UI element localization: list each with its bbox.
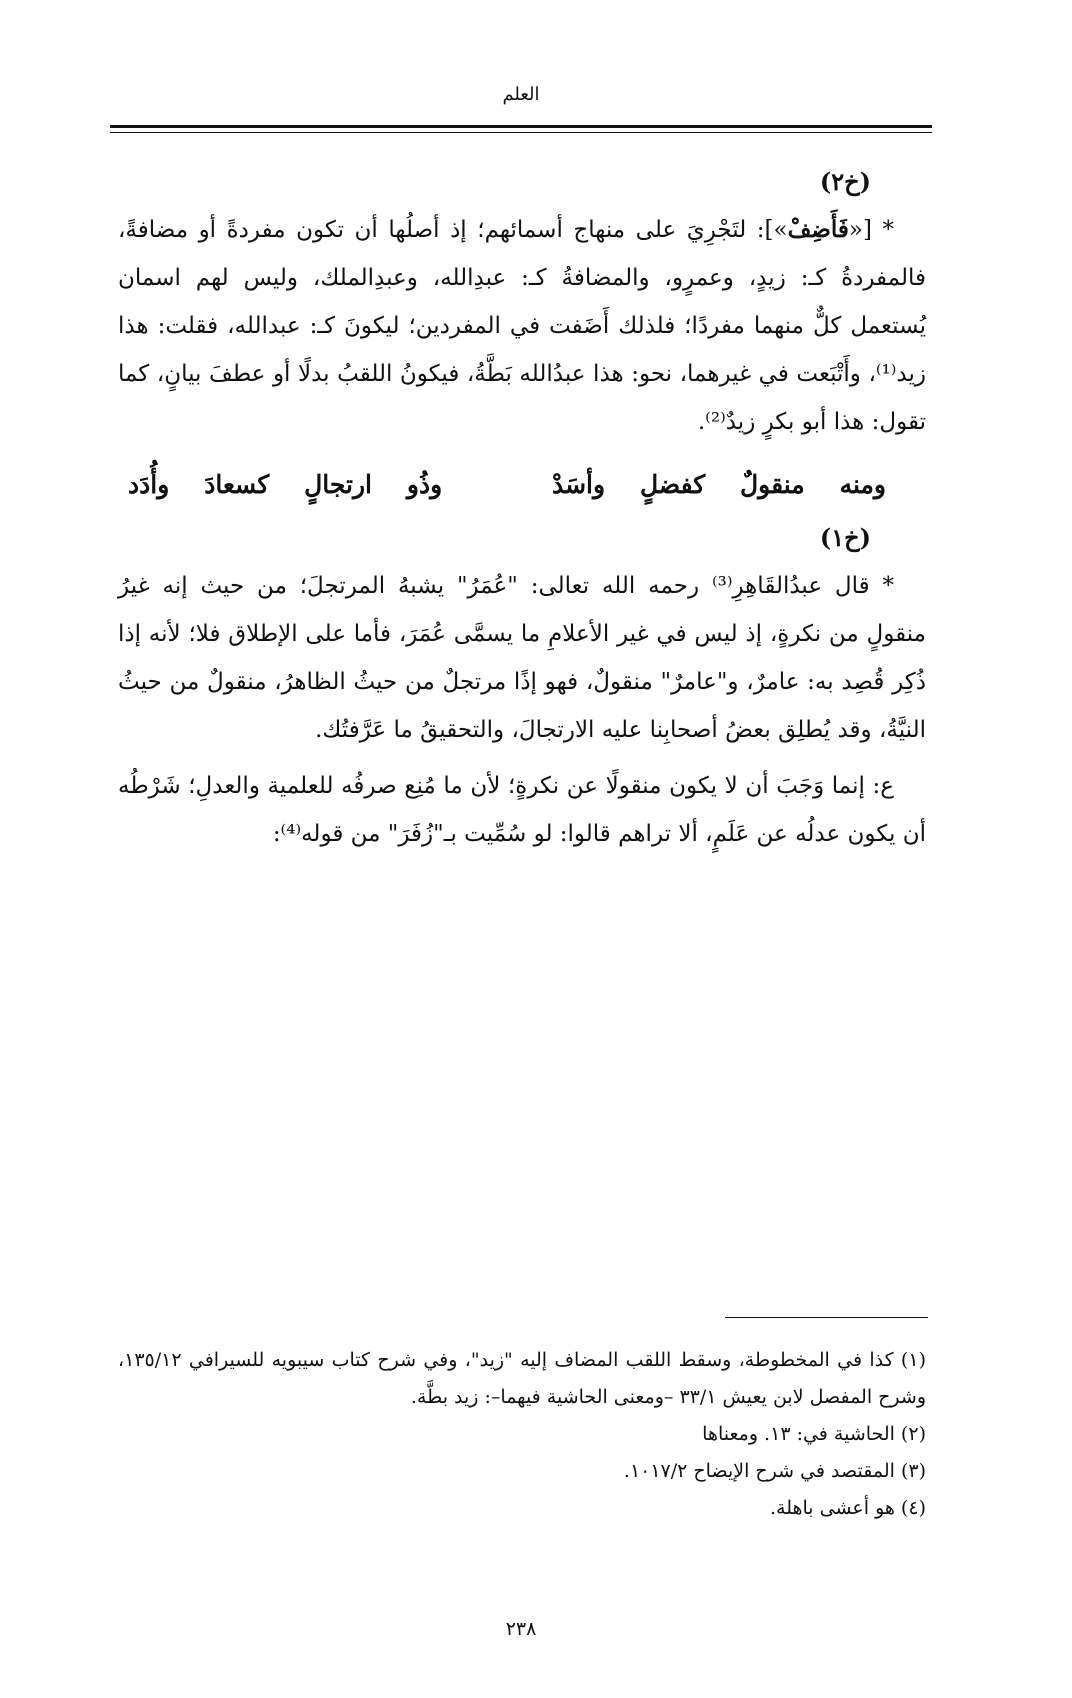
commentary-paragraph-2: * قال عبدُالقَاهِرِ⁽³⁾ رحمه الله تعالى: "عُمَرُ" يشبهُ المرتجلَ؛ من حيث إنه غيرُ منقولٍ من نكرةٍ، إذ ليس في غير الأعلامِ ما يسمَّى عُمَرَ، فأما على الإطلاق فلا؛ لأنه إذا ذُكِر قُصِد به: عامرٌ، و"عامرٌ" منقولٌ، فهو إذًا مرتجلٌ من حيثُ الظاهرُ، منقولٌ من حيثُ النيَّةُ، وقد يُطلِق بعضُ أصحابِنا عليه الارتجالَ، والتحقيقُ ما عَرَّفتُك.	[118, 573, 926, 743]
footnotes	[118, 1342, 926, 1527]
paragraph-lead: * [«	[848, 217, 895, 243]
verse-word: ومنه	[839, 470, 886, 499]
verse-word: كفضلٍ	[639, 470, 706, 499]
verse-word: وذُو	[406, 470, 443, 499]
manuscript-marker-kh1: (خ١)	[819, 523, 871, 552]
header-rule-thin	[110, 132, 932, 133]
running-title: العلم	[502, 84, 540, 105]
paragraph-text: »]: لتَجْرِيَ على منهاج أسمائهم؛ إذ أصلُها أن تكون مفردةً أو مضافةً، فالمفردةُ كـ: زيدٍ، وعمرٍو، والمضافةُ كـ: عبدِالله، وعبدِالملك، وليس لهم اسمان يُستعمل كلٌّ منهما مفردًا؛ فلذلك أَضَفت في المفردين؛ ليكونَ كـ: عبدالله، فقلت: هذا زيد⁽¹⁾، وأَتْبَعت في غيرهما، نحو: هذا عبدُالله بَطَّةُ، فيكونُ اللقبُ بدلًا أو عطفَ بيانٍ، كما تقول: هذا أبو بكرٍ زيدٌ⁽²⁾.	[118, 217, 926, 435]
verse-word: منقولٌ	[740, 470, 805, 499]
verse-word: وأسَدْ	[551, 470, 606, 499]
verse-word: ارتجالٍ	[304, 470, 373, 499]
page-number: ٢٣٨	[505, 1618, 537, 1640]
commentary-paragraph-3: ع: إنما وَجَبَ أن لا يكون منقولًا عن نكرةٍ؛ لأن ما مُنِع صرفُه للعلمية والعدلِ؛ شَرْطُه أن يكون عدلُه عن عَلَمٍ، ألا تراهم قالوا: لو سُمِّيت بـ"زُفَرَ" من قوله⁽⁴⁾:	[118, 773, 926, 847]
verse-word: كسعادَ	[204, 470, 270, 499]
main-text	[118, 158, 926, 858]
commentary-paragraph-1	[118, 206, 926, 446]
footnote-2: (٢) الحاشية في: ١٣. ومعناها	[702, 1423, 926, 1445]
footnote-3: (٣) المقتصد في شرح الإيضاح ١٠١٧/٢.	[623, 1460, 926, 1482]
header-rule-thick	[110, 125, 932, 128]
verse-word: وأُدَد	[128, 470, 170, 499]
verse-line	[118, 458, 926, 512]
keyword-fa-adif: فَأَضِفْ	[787, 216, 849, 243]
footnote-4: (٤) هو أعشى باهلة.	[769, 1497, 926, 1519]
footnote-1: (١) كذا في المخطوطة، وسقط اللقب المضاف إليه "زيد"، وفي شرح كتاب سيبويه للسيرافي ١٣٥/١٢، وشرح المفصل لابن يعيش ٣٣/١ –ومعنى الحاشية فيهما–: زيد بطَّة.	[118, 1349, 926, 1408]
manuscript-marker-kh2: (خ٢)	[819, 167, 871, 196]
footnote-separator	[725, 1317, 928, 1318]
